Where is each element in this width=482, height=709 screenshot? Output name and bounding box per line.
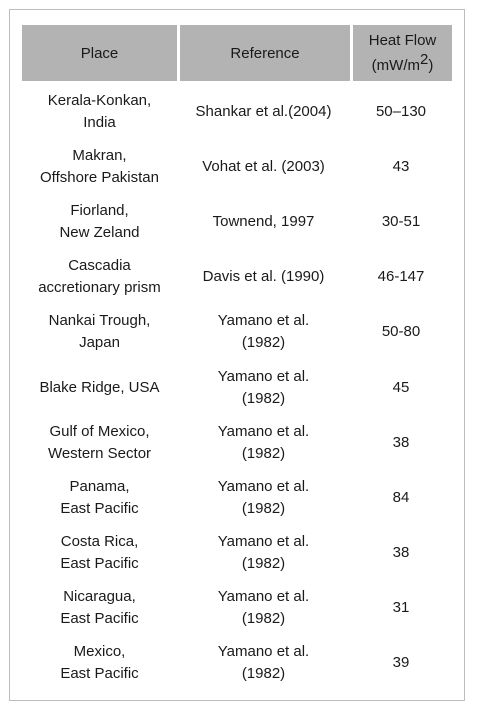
heat-flow-cell: [350, 597, 452, 619]
place-cell: [22, 145, 177, 189]
heat-flow-cell: [350, 211, 452, 233]
heat-flow-cell-value: 38: [392, 433, 410, 451]
heat-flow-cell-value: 31: [392, 599, 410, 617]
place-cell: [22, 310, 177, 354]
place-cell-line: Nankai Trough,: [48, 312, 151, 330]
table-row: [22, 526, 452, 581]
heat-flow-cell: [350, 432, 452, 454]
reference-cell: [177, 266, 350, 288]
table-frame: [9, 9, 465, 701]
place-cell-line: Nicaragua,: [63, 588, 136, 606]
heat-flow-cell: [350, 321, 452, 343]
header-heat-flow-exponent: 2: [419, 51, 429, 68]
place-cell: [22, 476, 177, 520]
reference-cell-line: (1982): [241, 665, 286, 683]
header-heat-flow-line1: Heat Flow: [368, 32, 437, 49]
place-cell-line: Japan: [79, 334, 120, 352]
header-heat-flow-label: [369, 31, 437, 75]
reference-cell: [177, 211, 350, 233]
table-row: [22, 250, 452, 305]
heat-flow-cell-value: 38: [392, 544, 410, 562]
place-cell-line: Blake Ridge, USA: [39, 378, 160, 396]
header-reference: [180, 25, 350, 81]
place-cell-line: India: [83, 113, 116, 131]
place-cell-line: Costa Rica,: [60, 533, 139, 551]
heat-flow-cell-value: 84: [392, 488, 410, 506]
place-cell-line: New Zeland: [59, 223, 140, 241]
heat-flow-cell: [350, 652, 452, 674]
place-cell-line: Panama,: [69, 477, 130, 495]
reference-cell-line: Yamano et al.: [217, 312, 310, 330]
heat-flow-cell: [350, 101, 452, 123]
reference-cell-line: (1982): [241, 389, 286, 407]
place-cell: [22, 90, 177, 134]
reference-cell: [177, 156, 350, 178]
header-heat-flow-units-close: ): [428, 57, 434, 74]
table-row: [22, 415, 452, 470]
heat-flow-cell-value: 45: [392, 378, 410, 396]
header-place: [22, 25, 177, 81]
header-heat-flow-units: [369, 50, 437, 75]
table-row: [22, 581, 452, 636]
reference-cell-line: (1982): [241, 610, 286, 628]
place-cell-line: Makran,: [72, 146, 127, 164]
heat-flow-cell-value: 50-80: [381, 323, 421, 341]
place-cell: [22, 641, 177, 685]
reference-cell-line: Yamano et al.: [217, 367, 310, 385]
reference-cell: [177, 531, 350, 575]
table-row: [22, 360, 452, 415]
table-body: [22, 84, 452, 691]
place-cell: [22, 255, 177, 299]
reference-cell: [177, 586, 350, 630]
heat-flow-cell-value: 30-51: [381, 212, 421, 230]
reference-cell-line: Vohat et al. (2003): [202, 157, 325, 175]
reference-cell-line: (1982): [241, 334, 286, 352]
reference-cell-line: (1982): [241, 444, 286, 462]
table-row: [22, 305, 452, 360]
table-row: [22, 636, 452, 691]
table-row: [22, 84, 452, 139]
place-cell: [22, 586, 177, 630]
place-cell-line: accretionary prism: [38, 279, 161, 297]
reference-cell: [177, 421, 350, 465]
reference-cell: [177, 641, 350, 685]
heat-flow-cell: [350, 377, 452, 399]
reference-cell-line: Yamano et al.: [217, 422, 310, 440]
place-cell-line: East Pacific: [60, 555, 139, 573]
place-cell-line: East Pacific: [60, 499, 139, 517]
heat-flow-cell: [350, 487, 452, 509]
reference-cell: [177, 366, 350, 410]
place-cell: [22, 531, 177, 575]
heat-flow-cell: [350, 156, 452, 178]
reference-cell: [177, 101, 350, 123]
reference-cell: [177, 310, 350, 354]
reference-cell-line: Yamano et al.: [217, 588, 310, 606]
place-cell: [22, 377, 177, 399]
header-heat-flow-units-text: (mW/m: [371, 57, 420, 74]
reference-cell-line: Yamano et al.: [217, 533, 310, 551]
reference-cell-line: Yamano et al.: [217, 643, 310, 661]
place-cell: [22, 200, 177, 244]
heat-flow-cell-value: 50–130: [375, 102, 427, 120]
header-heat-flow: [353, 25, 452, 81]
reference-cell: [177, 476, 350, 520]
heat-flow-cell-value: 43: [392, 157, 410, 175]
table-row: [22, 139, 452, 194]
table-header: [22, 25, 452, 81]
place-cell-line: Cascadia: [68, 257, 131, 275]
heat-flow-cell: [350, 542, 452, 564]
place-cell-line: East Pacific: [60, 665, 139, 683]
heat-flow-cell-value: 46-147: [377, 268, 425, 286]
header-reference-label: Reference: [230, 44, 300, 62]
place-cell-line: Mexico,: [73, 643, 126, 661]
reference-cell-line: Shankar et al.(2004): [195, 102, 332, 120]
heat-flow-cell-value: 39: [392, 654, 410, 672]
place-cell-line: Kerala-Konkan,: [47, 91, 152, 109]
reference-cell-line: (1982): [241, 499, 286, 517]
place-cell: [22, 421, 177, 465]
place-cell-line: Offshore Pakistan: [40, 168, 159, 186]
place-cell-line: Fiorland,: [70, 201, 129, 219]
place-cell-line: Gulf of Mexico,: [49, 422, 150, 440]
header-place-label: Place: [80, 44, 119, 62]
reference-cell-line: Yamano et al.: [217, 477, 310, 495]
place-cell-line: East Pacific: [60, 610, 139, 628]
table-row: [22, 470, 452, 525]
reference-cell-line: (1982): [241, 555, 286, 573]
heat-flow-cell: [350, 266, 452, 288]
place-cell-line: Western Sector: [47, 444, 152, 462]
table-row: [22, 194, 452, 249]
reference-cell-line: Townend, 1997: [212, 212, 315, 230]
reference-cell-line: Davis et al. (1990): [202, 268, 325, 286]
